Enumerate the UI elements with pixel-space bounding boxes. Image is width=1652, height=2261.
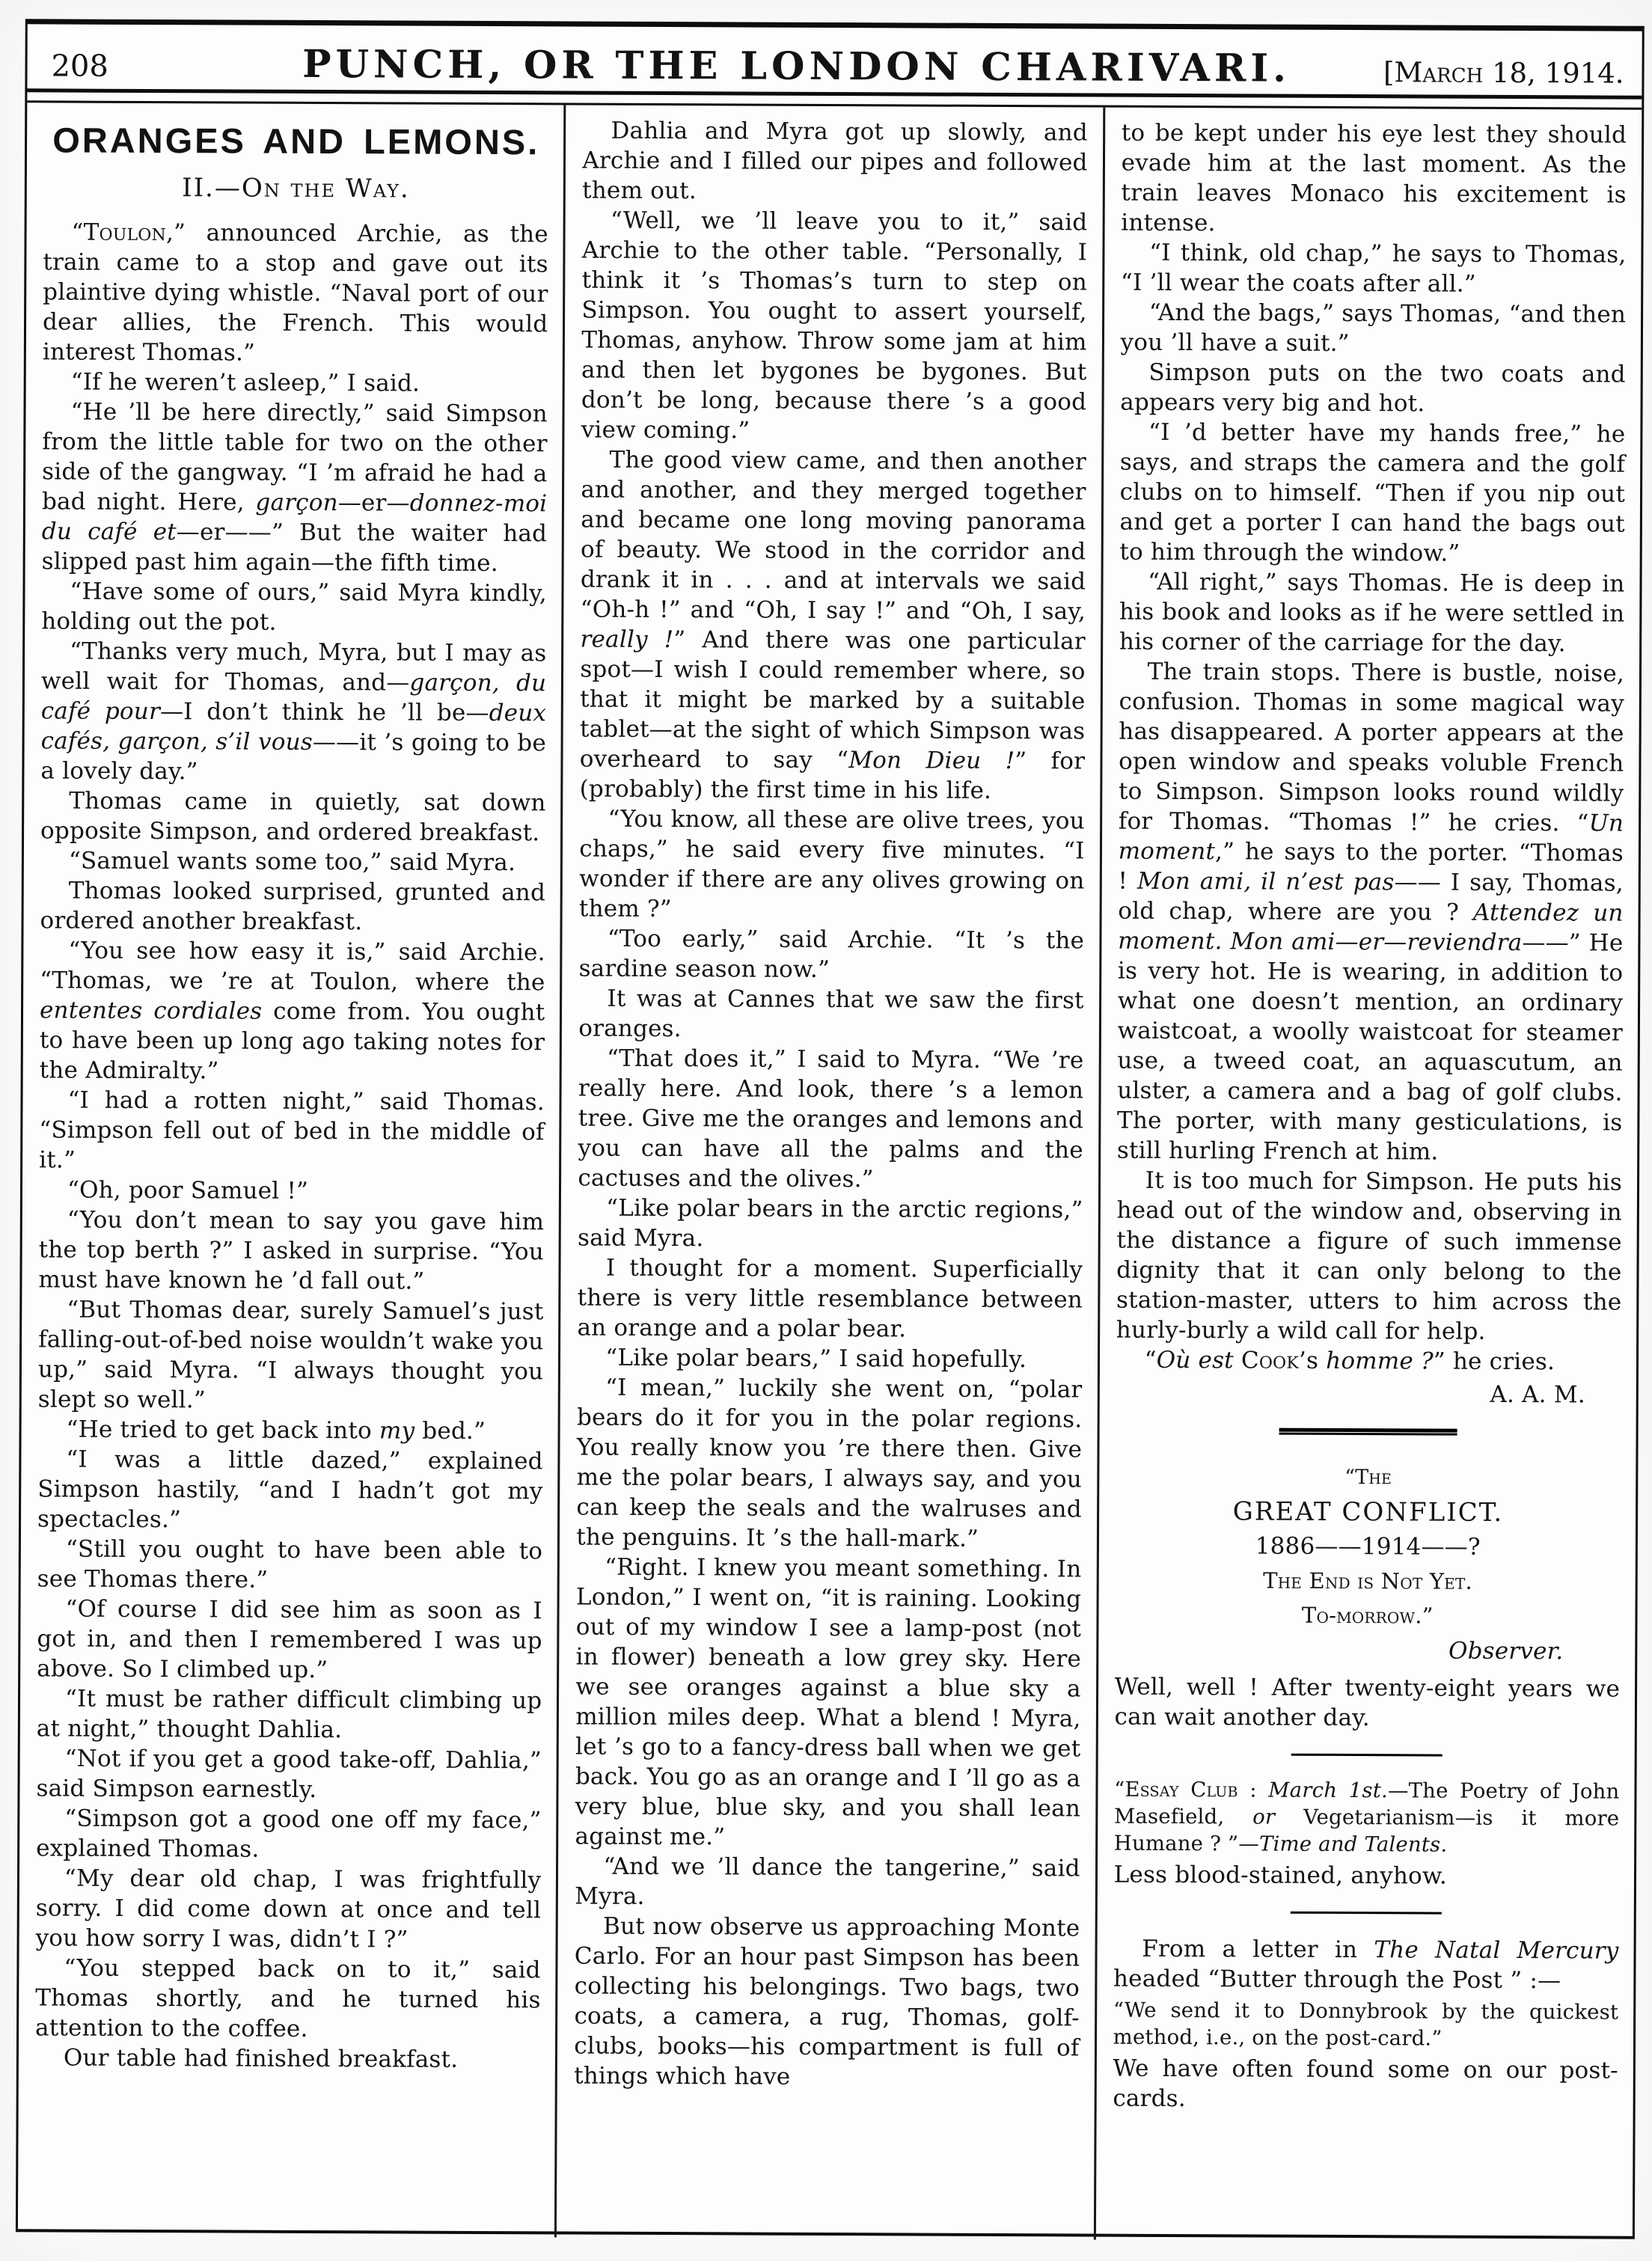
paragraph: to be kept under his eye lest they should evade him at the last moment. As the train leaves Monaco his excitement is intense. <box>1121 119 1627 237</box>
quote-line: To-morrow.” <box>1301 1602 1434 1629</box>
paragraph: We have often found some on our post-cards. <box>1113 2055 1618 2113</box>
paragraph: “I was a little dazed,” explained Simpson hastily, “and I hadn’t got my spectacles.” <box>37 1445 543 1534</box>
article-subtitle: II.—On the Way. <box>182 173 410 204</box>
note: “Essay Club : March 1st.—The Poetry of John Masefield, or Vegetarianism—is it more Humane ? ”—Time and Talents. <box>1113 1777 1620 1857</box>
paragraph: “Toulon,” announced Archie, as the train came to a stop and gave out its plaintive dying whistle. “Naval port of our dear allies, the French. This would interest Thomas.” <box>42 218 548 367</box>
page-frame <box>16 19 1645 2239</box>
author-signature: A. A. M. <box>1490 1380 1585 1409</box>
paragraph: “Well, we ’ll leave you to it,” said Archie to the other table. “Personally, I think it ’s Thomas’s turn to step on Simpson. You ought to assert yourself, Thomas, anyhow. Throw some jam at him and then let bygones be bygones. But don’t be long, because there ’s a good view coming.” <box>581 206 1088 444</box>
quote-line: 1886——1914——? <box>1255 1532 1481 1561</box>
column-3 <box>1096 108 1642 2242</box>
paragraph: “He tried to get back into my bed.” <box>66 1416 486 1445</box>
paragraph: “Like polar bears in the arctic regions,” said Myra. <box>577 1194 1083 1252</box>
paragraph: “If he weren’t asleep,” I said. <box>70 368 420 397</box>
paragraph: Our table had finished breakfast. <box>63 2044 459 2073</box>
issue-date: [March 18, 1914. <box>1383 56 1624 90</box>
paragraph: From a letter in The Natal Mercury headed “Butter through the Post ” :— <box>1113 1935 1619 1995</box>
paragraph: “I had a rotten night,” said Thomas. “Simpson fell out of bed in the middle of it.” <box>39 1086 545 1174</box>
page-number: 208 <box>51 49 109 84</box>
column-3-text <box>1113 118 1627 2116</box>
paragraph: “Too early,” said Archie. “It ’s the sardine season now.” <box>578 925 1085 983</box>
paragraph: “You see how easy it is,” said Archie. “Thomas, we ’re at Toulon, where the ententes cordiales come from. You ought to have been up long ago taking notes for the Admiralty.” <box>39 937 545 1085</box>
paragraph: “You know, all these are olive trees, you chaps,” he said every five minutes. “I wonder if there are any olives growing on them ?” <box>578 805 1085 923</box>
paragraph: “I ’d better have my hands free,” he says, and straps the camera and the golf clubs on to himself. “Then if you nip out and get a porter I can hand the bags out to him through the window.” <box>1119 418 1626 567</box>
paragraph: “Have some of ours,” said Myra kindly, holding out the pot. <box>41 578 547 636</box>
paragraph: “Like polar bears,” I said hopefully. <box>605 1344 1027 1374</box>
paragraph: “Of course I did see him as soon as I got in, and then I remembered I was up above. So I climbed up.” <box>37 1595 542 1684</box>
paragraph: “You stepped back on to it,” said Thomas shortly, and he turned his attention to the coffee. <box>35 1954 541 2043</box>
section-divider <box>1279 1428 1457 1436</box>
column-1 <box>18 103 564 2237</box>
paragraph: Thomas looked surprised, grunted and ordered another breakfast. <box>40 877 546 936</box>
page-header <box>27 24 1642 95</box>
paragraph: “All right,” says Thomas. He is deep in his book and looks as if he were settled in his corner of the carriage for the day. <box>1119 568 1625 658</box>
quote-block <box>1115 1460 1621 1634</box>
quote-line: GREAT CONFLICT. <box>1232 1496 1504 1528</box>
paragraph: Well, well ! After twenty-eight years we can wait another day. <box>1114 1673 1621 1732</box>
publication-title: PUNCH, OR THE LONDON CHARIVARI. <box>302 41 1291 91</box>
article-title: ORANGES AND LEMONS. <box>52 120 540 162</box>
paragraph: The train stops. There is bustle, noise, confusion. Thomas in some magical way has disappeared. A porter appears at the open window and speaks voluble French to Simpson. Simpson looks round wildly for Thomas. “Thomas !” he cries. “Un moment,” he says to the porter. “Thomas ! Mon ami, il n’est pas—— I say, Thomas, old chap, where are you ? Attendez un moment. Mon ami—er—reviendra——” He is very hot. He is wearing, in addition to what one doesn’t mention, an ordinary waistcoat, a woolly waistcoat for steamer use, a tweed coat, an aquascutum, an ulster, a camera and a bag of golf clubs. The porter, with many gesticulations, is still hurling French at him. <box>1116 658 1625 1166</box>
paragraph: “My dear old chap, I was frightfully sorry. I did come down at once and tell you how sorry I was, didn’t I ?” <box>35 1864 542 1953</box>
paragraph: “Not if you get a good take-off, Dahlia,” said Simpson earnestly. <box>36 1745 542 1804</box>
paragraph: The good view came, and then another and another, and they merged together and became one long moving panorama of beauty. We stood in the corridor and drank it in . . . and at intervals we said “Oh-h !” and “Oh, I say !” and “Oh, I say, really !” And there was one particular spot—I wish I could remember where, so that it might be marked by a suitable tablet—at the sight of which Simpson was overheard to say “Mon Dieu !” for (probably) the first time in his life. <box>579 446 1086 804</box>
paragraph: “You don’t mean to say you gave him the top berth ?” I asked in surprise. “You must have known he ’d fall out.” <box>38 1206 545 1295</box>
paragraph: “And we ’ll dance the tangerine,” said Myra. <box>575 1852 1080 1910</box>
paragraph: “Simpson got a good one off my face,” explained Thomas. <box>36 1805 542 1863</box>
paragraph: Thomas came in quietly, sat down opposite Simpson, and ordered breakfast. <box>40 787 546 847</box>
paragraph: It is too much for Simpson. He puts his head out of the window and, observing in the distance a figure of such immense dignity that it can only belong to the station-master, utters to him across the hurly-burly a wild call for help. <box>1116 1166 1623 1345</box>
paragraph: “I think, old chap,” he says to Thomas, “I ’ll wear the coats after all.” <box>1120 239 1627 298</box>
paragraph: “And the bags,” says Thomas, “and then you ’ll have a suit.” <box>1120 299 1627 358</box>
paragraph: “Right. I knew you meant something. In London,” I went on, “it is raining. Looking out of my window I see a lamp-post (not in flower) beneath a low grey sky. Here we see oranges against a blue sky a million miles deep. What a blend ! Myra, let ’s go to a fancy-dress ball when we get back. You go as an orange and I ’ll go as a very blue, blue sky, and you shall lean against me.” <box>575 1553 1082 1851</box>
paragraph: “It must be rather difficult climbing up at night,” thought Dahlia. <box>36 1685 542 1744</box>
quote-line: “The <box>1344 1466 1392 1490</box>
column-1-text <box>35 217 548 2075</box>
paragraph: Less blood-stained, anyhow. <box>1113 1861 1448 1890</box>
paragraph: Simpson puts on the two coats and appears very big and hot. <box>1120 358 1626 417</box>
paragraph: It was at Cannes that we saw the first oranges. <box>578 985 1084 1043</box>
quote-line: The End is Not Yet. <box>1263 1567 1473 1594</box>
paragraph: But now observe us approaching Monte Carlo. For an hour past Simpson has been collecting his belongings. Two bags, two coats, a camera, a rug, Thomas, golf-clubs, books—his compartment is full of things which have <box>574 1912 1080 2090</box>
paragraph: “But Thomas dear, surely Samuel’s just falling-out-of-bed noise wouldn’t wake you up,” said Myra. “I always thought you slept so well.” <box>37 1296 544 1414</box>
paragraph: “That does it,” I said to Myra. “We ’re really here. And look, there ’s a lemon tree. Give me the oranges and lemons and you can have all the palms and the cactuses and the olives.” <box>578 1044 1084 1193</box>
paragraph: “He ’ll be here directly,” said Simpson from the little table for two on the other side of the gangway. “I ’m afraid he had a bad night. Here, garçon—er—donnez-moi du café et—er——” But the waiter had slipped past him again—the fifth time. <box>41 398 548 578</box>
column-2 <box>554 105 1105 2239</box>
paragraph: “Où est Cook’s homme ?” he cries. <box>1144 1346 1555 1376</box>
attribution: Observer. <box>1448 1637 1564 1665</box>
paragraph: “Thanks very much, Myra, but I may as well wait for Thomas, and—garçon, du café pour—I don’t think he ’ll be—deux cafés, garçon, s’il vous——it ’s going to be a lovely day.” <box>40 637 547 786</box>
paragraph: Dahlia and Myra got up slowly, and Archie and I filled our pipes and followed them out. <box>582 117 1088 205</box>
paragraph: “Oh, poor Samuel !” <box>67 1176 309 1205</box>
paragraph: “I mean,” luckily she went on, “polar bears do it for you in the polar regions. You really know you ’re there then. Give me the polar bears, I always say, and you can keep the seals and the walruses and the penguins. It ’s the hall-mark.” <box>576 1374 1083 1552</box>
article-columns <box>18 103 1642 2242</box>
note: “We send it to Donnybrook by the quickest method, i.e., on the post-card.” <box>1113 1998 1619 2051</box>
paragraph: “Still you ought to have been able to see Thomas there.” <box>37 1535 543 1594</box>
paragraph: “Samuel wants some too,” said Myra. <box>68 847 516 877</box>
column-2-text <box>574 116 1088 2093</box>
rule-divider <box>1291 1912 1442 1915</box>
paragraph: I thought for a moment. Superficially there is very little resemblance between an orange and a polar bear. <box>577 1254 1083 1343</box>
rule-divider <box>1291 1754 1443 1757</box>
